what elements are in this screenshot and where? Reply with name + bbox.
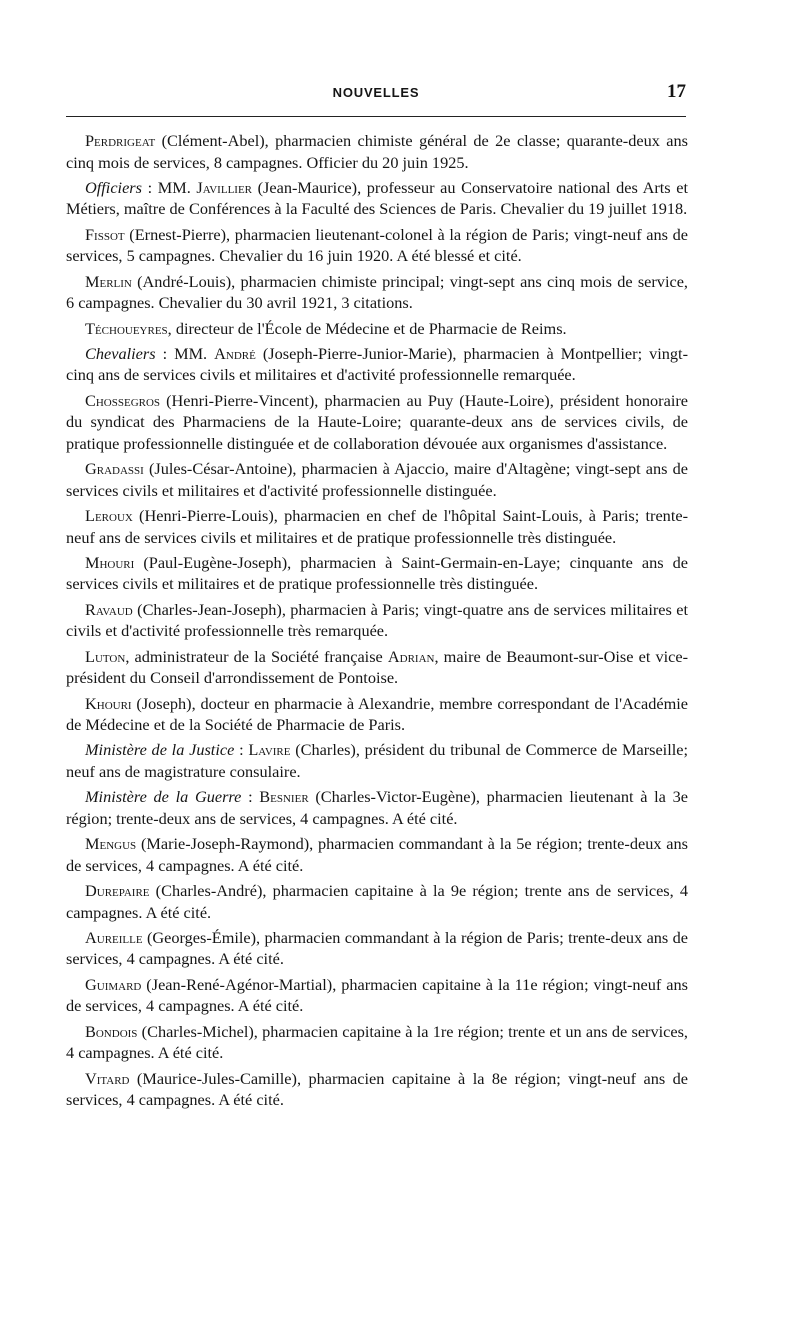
entry: [66, 271, 688, 314]
entry-text: (Clément-Abel), pharmacien chimiste général de 2e classe; quarante-deux ans cinq mois de services, 8 campagnes. Officier du 20 juin 1925.: [66, 131, 688, 172]
entry: [66, 739, 688, 782]
entry-text: (Maurice-Jules-Camille), pharmacien capitaine à la 8e région; vingt-neuf ans de services, 4 campagnes. A été cité.: [66, 1068, 688, 1110]
entry-text: (Charles-Jean-Joseph), pharmacien à Paris; vingt-quatre ans de services militaires et civils et d'activité professionnelle très remarquée.: [66, 599, 688, 641]
person-name: Perdrigeat: [85, 131, 156, 150]
entry: [66, 390, 688, 455]
entry-text: (Charles), président du tribunal de Commerce de Marseille; neuf ans de magistrature consulaire.: [66, 740, 688, 781]
page-number: 17: [667, 81, 686, 102]
heading-prefix: :: [241, 787, 260, 807]
entry-text: (Paul-Eugène-Joseph), pharmacien à Saint-Germain-en-Laye; cinquante ans de services civils et militaires et de pratique professionnelle très distinguée.: [66, 552, 688, 594]
person-name: Téchoueyres: [85, 318, 168, 338]
entry: [66, 1021, 688, 1064]
entry: [66, 1068, 688, 1111]
entry: [66, 458, 688, 501]
entry: [66, 786, 688, 829]
heading-prefix: :: [234, 740, 249, 760]
entry-text: (Charles-André), pharmacien capitaine à la 9e région; trente ans de services, 4 campagnes. A été cité.: [66, 881, 688, 922]
entry: [66, 880, 688, 923]
company-name: Adrian: [387, 646, 435, 666]
page-header: [66, 81, 686, 109]
section-heading: Ministère de la Guerre: [85, 787, 242, 807]
heading-prefix: : MM.: [141, 177, 197, 197]
entry: [66, 224, 688, 267]
entry-text: (Marie-Joseph-Raymond), pharmacien commandant à la 5e région; trente-deux ans de services, 4 campagnes. A été cité.: [66, 834, 688, 875]
person-name: Besnier: [259, 787, 309, 807]
entry: [66, 505, 688, 548]
entry-text: (Jules-César-Antoine), pharmacien à Ajaccio, maire d'Altagène; vingt-sept ans de services civils et militaires et d'activité professionnelle distinguée.: [66, 459, 688, 500]
entry: [66, 343, 688, 386]
entry-text: (Charles-Michel), pharmacien capitaine à la 1re région; trente et un ans de services, 4 campagnes. A été cité.: [66, 1021, 688, 1063]
entry-text: (Jean-René-Agénor-Martial), pharmacien capitaine à la 11e région; vingt-neuf ans de services, 4 campagnes. A été cité.: [66, 974, 688, 1016]
entry-text: (Ernest-Pierre), pharmacien lieutenant-colonel à la région de Paris; vingt-neuf ans de services, 5 campagnes. Chevalier du 16 juin 1920. A été blessé et cité.: [66, 224, 688, 266]
entry: [66, 130, 688, 173]
entry-text: (Henri-Pierre-Louis), pharmacien en chef de l'hôpital Saint-Louis, à Paris; trente-neuf ans de services civils et militaires et de pratique professionnelle très distinguée.: [66, 506, 688, 547]
entry-text: (Joseph-Pierre-Junior-Marie), pharmacien à Montpellier; vingt-cinq ans de services civils et militaires et d'activité professionnelle remarquée.: [66, 343, 689, 385]
person-name: André: [214, 343, 256, 363]
entry: [66, 177, 688, 220]
person-name: Merlin: [85, 271, 132, 291]
heading-prefix: : MM.: [155, 343, 215, 363]
person-name: Khouri: [85, 693, 132, 713]
entry-text: , directeur de l'École de Médecine et de Pharmacie de Reims.: [167, 318, 567, 338]
entry-text-continued: , maire de Beaumont-sur-Oise et vice-président du Conseil d'arrondissement de Pontoise.: [66, 646, 688, 688]
person-name: Durepaire: [85, 881, 150, 900]
entry-text: , administrateur de la Société française: [125, 646, 388, 666]
entry: [66, 833, 688, 876]
person-name: Lavire: [248, 740, 291, 760]
entry-text: (Charles-Victor-Eugène), pharmacien lieutenant à la 3e région; trente-deux ans de services, 4 campagnes. A été cité.: [66, 787, 688, 828]
person-name: Luton: [85, 646, 126, 666]
entry-text: (Jean-Maurice), professeur au Conservatoire national des Arts et Métiers, maître de Conférences à la Faculté des Sciences de Paris. Chevalier du 19 juillet 1918.: [66, 177, 688, 219]
section-heading: Ministère de la Justice: [85, 740, 235, 760]
person-name: Mengus: [85, 834, 137, 854]
entry: [66, 646, 688, 689]
entry: [66, 927, 688, 970]
entry-text: (Joseph), docteur en pharmacie à Alexandrie, membre correspondant de l'Académie de Médecine et de la Société de Pharmacie de Paris.: [66, 693, 688, 735]
entry: [66, 693, 688, 736]
section-heading: Chevaliers: [85, 343, 156, 363]
person-name: Chossegros: [85, 390, 161, 410]
person-name: Aureille: [85, 927, 143, 947]
entry: [66, 552, 688, 595]
person-name: Vitard: [85, 1068, 130, 1088]
entry-text: (Henri-Pierre-Vincent), pharmacien au Puy (Haute-Loire), président honoraire du syndicat des Pharmaciens de la Haute-Loire; quarante-deux ans de services civils, de pratique professionnelle distinguée et de collaboration dévouée aux organismes d'assistance.: [66, 390, 688, 453]
person-name: Javillier: [196, 177, 253, 197]
person-name: Ravaud: [85, 599, 133, 619]
person-name: Bondois: [85, 1021, 138, 1041]
entry: [66, 974, 688, 1017]
entry-text: (Georges-Émile), pharmacien commandant à la région de Paris; trente-deux ans de services, 4 campagnes. A été cité.: [66, 927, 688, 969]
document-body: [66, 130, 688, 1114]
entry: [66, 599, 688, 642]
header-rule: [66, 116, 686, 117]
person-name: Guimard: [85, 974, 142, 994]
person-name: Fissot: [85, 224, 125, 244]
running-title: NOUVELLES: [332, 85, 420, 100]
person-name: Gradassi: [85, 459, 144, 479]
entry-text: (André-Louis), pharmacien chimiste principal; vingt-sept ans cinq mois de service, 6 campagnes. Chevalier du 30 avril 1921, 3 citations.: [66, 271, 688, 313]
section-heading: Officiers: [85, 177, 142, 197]
person-name: Mhouri: [85, 552, 135, 572]
entry: [66, 318, 688, 340]
person-name: Leroux: [85, 506, 133, 525]
